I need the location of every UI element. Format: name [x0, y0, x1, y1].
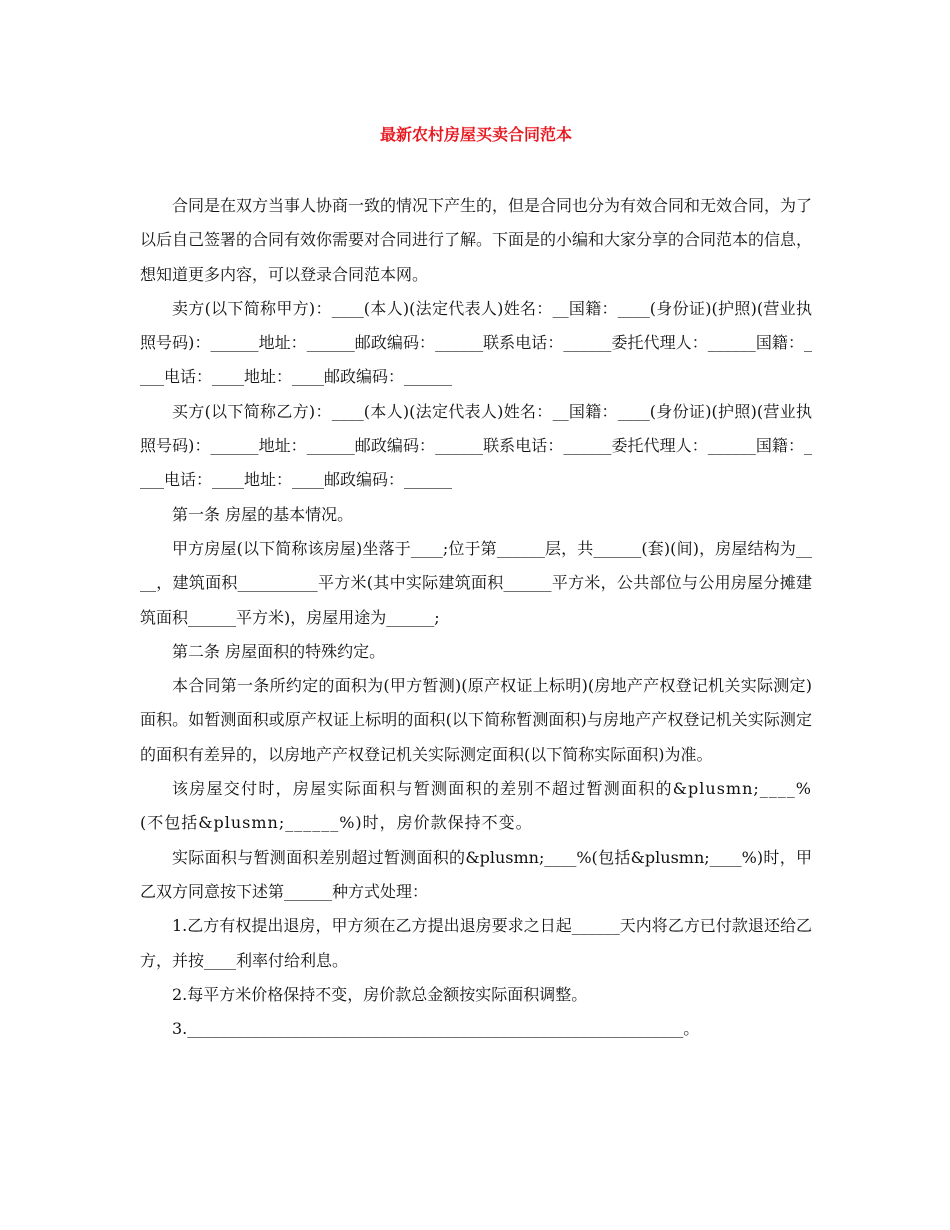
article-2-heading: 第二条 房屋面积的特殊约定。 — [172, 641, 386, 661]
area-tolerance-paragraph: 该房屋交付时，房屋实际面积与暂测面积的差别不超过暂测面积的&plusmn;____%(不包括&plusmn;______%)时，房价款保持不变。 — [140, 779, 812, 833]
article-2-body: 本合同第一条所约定的面积为(甲方暂测)(原产权证上标明)(房地产产权登记机关实际测定)面积。如暂测面积或原产权证上标明的面积(以下简称暂测面积)与房地产产权登记机关实际测定的面积有差异的，以房地产产权登记机关实际测定面积(以下简称实际面积)为准。 — [140, 676, 812, 764]
option-1-paragraph: 1.乙方有权提出退房，甲方须在乙方提出退房要求之日起______天内将乙方已付款退还给乙方，并按____利率付给利息。 — [140, 916, 812, 970]
article-1-body: 甲方房屋(以下简称该房屋)坐落于____;位于第______层，共______(套)(间)，房屋结构为____，建筑面积__________平方米(其中实际建筑面积______平方米，公共部位与公用房屋分摊建筑面积______平方米)，房屋用途为______; — [140, 538, 812, 627]
area-exceed-paragraph: 实际面积与暂测面积差别超过暂测面积的&plusmn;____%(包括&plusmn;____%)时，甲乙双方同意按下述第______种方式处理： — [140, 847, 812, 901]
document-title: 最新农村房屋买卖合同范本 — [379, 125, 572, 144]
article-1-heading: 第一条 房屋的基本情况。 — [172, 504, 354, 524]
option-3-paragraph: 3.______________________________________________________________。 — [172, 1019, 700, 1039]
option-2-paragraph: 2.每平方米价格保持不变，房价款总金额按实际面积调整。 — [172, 984, 588, 1004]
buyer-info-paragraph: 买方(以下简称乙方)：____(本人)(法定代表人)姓名：__国籍：____(身份证)(护照)(营业执照号码)：______地址：______邮政编码：______联系电话：______委托代理人：______国籍：____电话：____地址：____邮政编码：______ — [140, 401, 812, 490]
seller-info-paragraph: 卖方(以下简称甲方)：____(本人)(法定代表人)姓名：__国籍：____(身份证)(护照)(营业执照号码)：______地址：______邮政编码：______联系电话：______委托代理人：______国籍：____电话：____地址：____邮政编码：______ — [140, 298, 812, 387]
document-page — [140, 118, 812, 1046]
intro-paragraph: 合同是在双方当事人协商一致的情况下产生的，但是合同也分为有效合同和无效合同，为了以后自己签署的合同有效你需要对合同进行了解。下面是的小编和大家分享的合同范本的信息，想知道更多内容，可以登录合同范本网。 — [140, 196, 813, 284]
